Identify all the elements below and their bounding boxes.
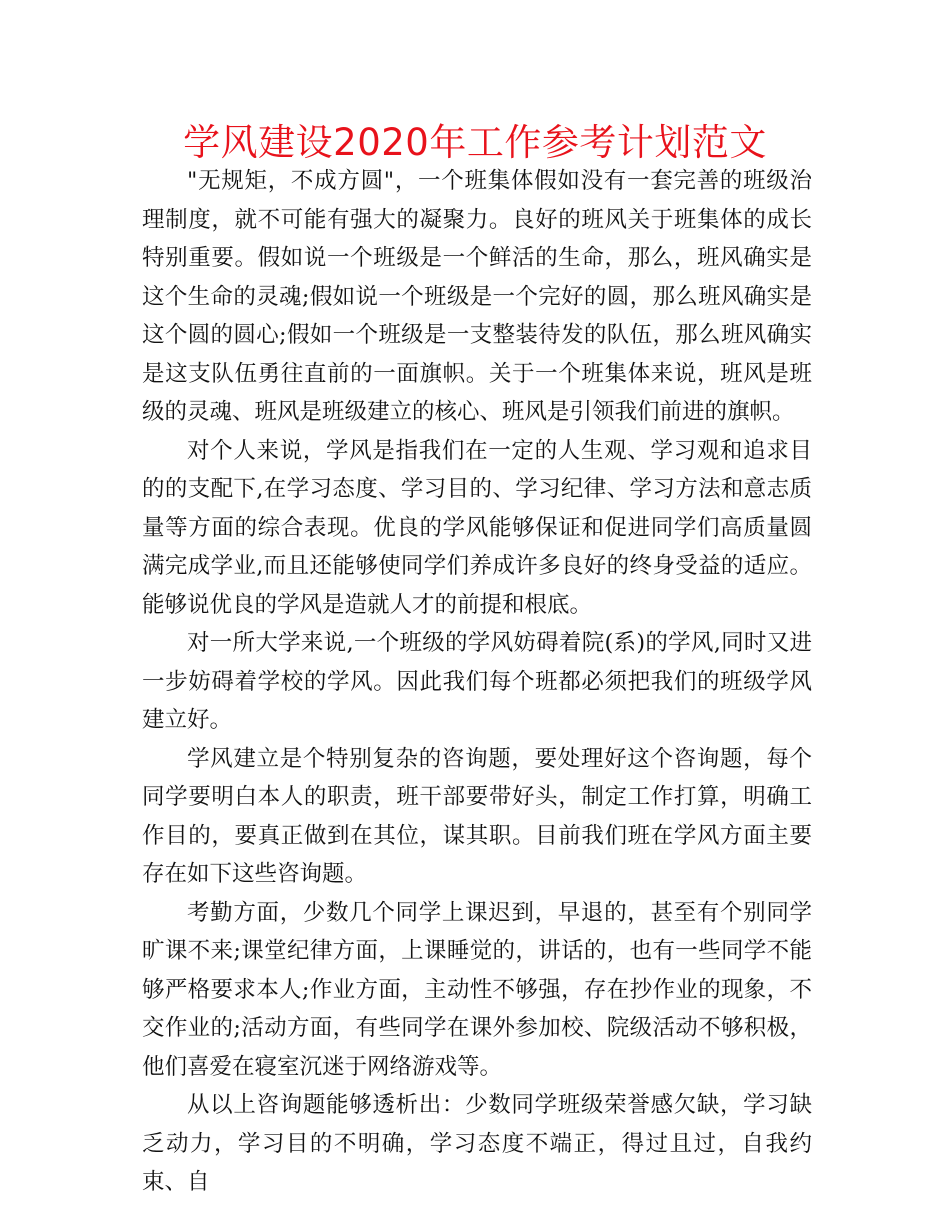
paragraph-6: 从以上咨询题能够透析出：少数同学班级荣誉感欠缺，学习缺乏动力，学习目的不明确，学习态度不端正，得过且过，自我约束、自 — [142, 1092, 812, 1195]
paragraph-5: 考勤方面，少数几个同学上课迟到，早退的，甚至有个别同学旷课不来;课堂纪律方面，上课睡觉的，讲话的，也有一些同学不能够严格要求本人;作业方面，主动性不够强，存在抄作业的现象，不交作业的;活动方面，有些同学在课外参加校、院级活动不够积极，他们喜爱在寝室沉迷于网络游戏等。 — [142, 899, 812, 1080]
paragraph-1: "无规矩，不成方圆"，一个班集体假如没有一套完善的班级治理制度，就不可能有强大的凝聚力。良好的班风关于班集体的成长特别重要。假如说一个班级是一个鲜活的生命，那么，班风确实是这个生命的灵魂;假如说一个班级是一个完好的圆，那么班风确实是这个圆的圆心;假如一个班级是一支整装待发的队伍，那么班风确实是这支队伍勇往直前的一面旗帜。关于一个班集体来说，班风是班级的灵魂、班风是班级建立的核心、班风是引领我们前进的旗帜。 — [142, 168, 812, 425]
paragraph-3: 对一所大学来说,一个班级的学风妨碍着院(系)的学风,同时又进一步妨碍着学校的学风。因此我们每个班都必须把我们的班级学风建立好。 — [142, 630, 812, 733]
document-title: 学风建设2020年工作参考计划范文 — [183, 121, 767, 164]
paragraph-4: 学风建立是个特别复杂的咨询题，要处理好这个咨询题，每个同学要明白本人的职责，班干部要带好头，制定工作打算，明确工作目的，要真正做到在其位，谋其职。目前我们班在学风方面主要存在如下这些咨询题。 — [142, 745, 812, 887]
paragraph-2: 对个人来说，学风是指我们在一定的人生观、学习观和追求目的的支配下,在学习态度、学习目的、学习纪律、学习方法和意志质量等方面的综合表现。优良的学风能够保证和促进同学们高质量圆满完成学业,而且还能够使同学们养成许多良好的终身受益的适应。能够说优良的学风是造就人才的前提和根底。 — [142, 437, 812, 618]
document-body — [142, 162, 812, 1202]
